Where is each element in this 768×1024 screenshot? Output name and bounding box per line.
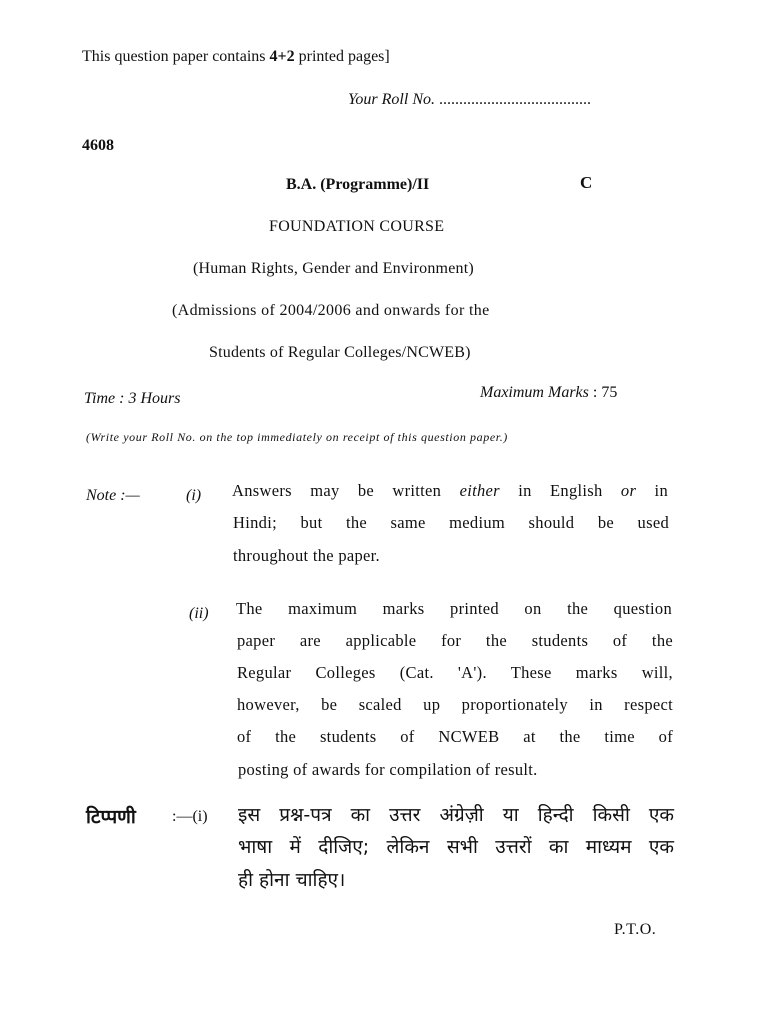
- paper-code: 4608: [82, 137, 114, 154]
- roll-number-line: [348, 91, 591, 109]
- maximum-marks: [480, 384, 617, 402]
- roll-instruction: (Write your Roll No. on the top immediately on receipt of this question paper.): [86, 430, 508, 444]
- note-item-1-line-1: Answers may be written either in English or in: [232, 481, 668, 500]
- roll-label: Your Roll No.: [348, 91, 435, 108]
- roll-dots: ......................................: [435, 91, 591, 108]
- time-allowed: Time : 3 Hours: [84, 390, 181, 407]
- max-marks-label: Maximum Marks: [480, 384, 589, 401]
- pages-line-text: This question paper contains: [82, 48, 270, 65]
- note-item-1-line-2: Hindi; but the same medium should be used: [233, 513, 669, 532]
- hindi-note-line-2: भाषा में दीजिए; लेकिन सभी उत्तरों का माध्यम एक: [238, 836, 674, 858]
- note-item-2-line-4: however, be scaled up proportionately in respect: [237, 695, 673, 714]
- course-name: B.A. (Programme)/II: [286, 176, 430, 193]
- note-item-2-line-3: Regular Colleges (Cat. 'A'). These marks will,: [237, 663, 673, 682]
- note-item-2-line-6: posting of awards for compilation of result.: [238, 760, 538, 779]
- admissions-line-1: (Admissions of 2004/2006 and onwards for the: [172, 302, 490, 319]
- note-item-2-marker: (ii): [189, 605, 209, 622]
- admissions-line-2: Students of Regular Colleges/NCWEB): [209, 344, 471, 361]
- note-label: Note :—: [86, 487, 140, 504]
- note-item-1-marker: (i): [186, 487, 202, 504]
- hindi-note-line-1: इस प्रश्न-पत्र का उत्तर अंग्रेज़ी या हिन्दी किसी एक: [238, 804, 674, 826]
- pages-count-line: [82, 48, 390, 66]
- hindi-note-label: टिप्पणी: [86, 806, 136, 828]
- pages-count: 4+2: [269, 48, 295, 65]
- note-item-2-line-2: paper are applicable for the students of the: [237, 631, 673, 650]
- course-subtitle: (Human Rights, Gender and Environment): [193, 260, 474, 277]
- max-marks-value: : 75: [592, 384, 618, 401]
- note-item-1-line-3: throughout the paper.: [233, 546, 380, 565]
- course-title: FOUNDATION COURSE: [269, 218, 445, 235]
- note-item-2-line-5: of the students of NCWEB at the time of: [237, 727, 673, 746]
- hindi-note-marker: :—(i): [172, 808, 208, 825]
- note-item-2-line-1: The maximum marks printed on the question: [236, 599, 672, 618]
- please-turn-over: P.T.O.: [614, 921, 657, 938]
- set-letter: C: [580, 173, 593, 192]
- hindi-note-line-3: ही होना चाहिए।: [238, 869, 346, 891]
- pages-line-end: printed pages]: [294, 48, 390, 65]
